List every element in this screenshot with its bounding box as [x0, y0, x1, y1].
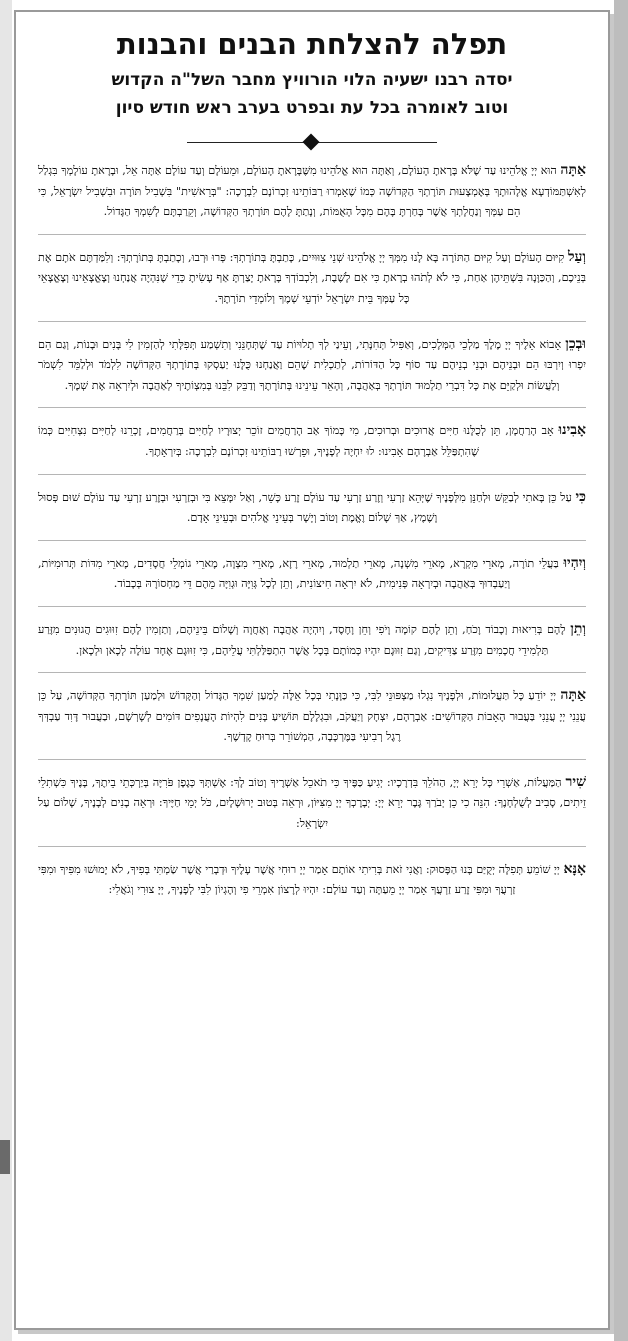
paragraph-text: הַמַּעֲלוֹת, אַשְׁרֵי כָּל יְרֵא יְיָ, הַהֹלֵךְ בִּדְרָכָיו: יְגִיעַ כַּפֶּיךָ כִּי תֹאכֵל אַשְׁרֶיךָ וְטוֹב לָךְ: אֶשְׁתְּךָ כְּגֶפֶן פֹּרִיָּה בְּיַרְכְּתֵי בֵיתֶךָ, בָּנֶיךָ כִּשְׁתִלֵי זֵיתִים, סָבִיב לְשֻׁלְחָנֶךָ: הִנֵּה כִי כֵן יְבֹרַךְ גָּבֶר יְרֵא יְיָ: יְבָרֶכְךָ יְיָ מִצִּיּוֹן, וּרְאֵה בְּטוּב יְרוּשָׁלָיִם, כֹּל יְמֵי חַיֶּיךָ: וּרְאֵה בָנִים לְבָנֶיךָ, שָׁלוֹם עַל יִשְׂרָאֵל:	[38, 775, 586, 831]
prayer-paragraph	[38, 420, 586, 462]
paragraph-separator	[38, 540, 586, 541]
paragraph-lead-word: וּבְכֵן	[565, 335, 586, 352]
paragraph-lead-word: אַתָּה	[560, 687, 586, 704]
paragraph-text: הוּא יְיָ אֱלֹהֵינוּ עַד שֶׁלֹּא בָּרָאתָ הָעוֹלָם, וְאַתָּה הוּא אֱלֹהֵינוּ מִשֶּׁבָּרָאתָ הָעוֹלָם, וּמֵעוֹלָם וְעַד עוֹלָם אַתָּה אֵל, וּבָרָאתָ עוֹלָמְךָ בִּגְלַל לְאִשְׁתַּמּוֹדְעָא אֱלָהוּתָךְ בְּאֶמְצָעוּת תּוֹרָתְךָ הַקְּדוֹשָׁה כְּמוֹ שֶׁאָמְרוּ רַבּוֹתֵינוּ זִכְרוֹנָם לִבְרָכָה: "בְּרֵאשִׁית" בִּשְׁבִיל תּוֹרָה וּבִשְׁבִיל יִשְׂרָאֵל, כִּי הֵם עַמְּךָ וְנַחֲלָתְךָ אֲשֶׁר בָּחַרְתָּ בָּהֶם מִכָּל הָאֻמּוֹת, וְנָתַתָּ לָהֶם תּוֹרָתְךָ הַקְּדוֹשָׁה, וְקֵרַבְתָּם לְשִׁמְךָ הַגָּדוֹל.	[38, 164, 586, 219]
paragraph-lead-word: אָבִינוּ	[558, 422, 586, 439]
paragraph-lead-word: אַתָּה	[560, 162, 586, 178]
prayer-paragraph	[38, 334, 586, 397]
left-edge-marker	[0, 1140, 10, 1174]
paragraph-separator	[38, 321, 586, 322]
paragraph-text: אָבוֹא אֵלֶיךָ יְיָ מֶלֶךְ מַלְכֵי הַמְּלָכִים, וְאַפִּיל תְּחִנָּתִי, וְעֵינַי לְךָ תְלוּיוֹת עַד שֶׁתְּחָנֵּנִי וְתִשְׁמַע תְּפִלָּתִי לְהַזְמִין לִי בָּנִים וּבָנוֹת, וְגַם הֵם יִפְרוּ וְיִרְבּוּ הֵם וּבְנֵיהֶם וּבְנֵי בְנֵיהֶם עַד סוֹף כָּל הַדּוֹרוֹת, לְתַכְלִית שֶׁהֵם וַאֲנַחְנוּ כֻּלָּנוּ יַעַסְקוּ בְּתוֹרָתְךָ הַקְּדוֹשָׁה לִלְמֹד וּלְלַמֵּד לִשְׁמֹר וְלַעֲשׂוֹת וּלְקַיֵּם אֶת כָּל דִּבְרֵי תַלְמוּד תּוֹרָתְךָ בְּאַהֲבָה, וְהָאֵר עֵינֵינוּ בְּתוֹרָתֶךָ וְדַבֵּק לִבֵּנוּ בְּמִצְוֹתֶיךָ לְאַהֲבָה וּלְיִרְאָה אֶת שְׁמֶךָ.	[38, 337, 586, 392]
paragraph-text: עַל כֵּן בָּאתִי לְבַקֵּשׁ וּלְחַנֵּן מִלְּפָנֶיךָ שֶׁיְּהֵא זַרְעִי וְזֶרַע זַרְעִי עַד עוֹלָם זֶרַע כָּשֵׁר, וְאַל יִמָּצֵא בִּי וּבְזַרְעִי וּבְזֶרַע זַרְעִי עַד עוֹלָם שׁוּם פְּסוּל וָשֶׁמֶץ, אַךְ שָׁלוֹם וֶאֱמֶת וְטוֹב וְיָשָׁר בְּעֵינֵי אֱלֹהִים וּבְעֵינֵי אָדָם.	[38, 490, 576, 525]
paragraph-separator	[38, 234, 586, 235]
paragraph-separator	[38, 759, 586, 760]
paragraph-lead-word: וְתֵן	[570, 620, 586, 637]
subtitle-line-2: וטוב לאומרה בכל עת ובפרט בערב ראש חודש סיון	[115, 98, 509, 118]
right-scrollbar-track[interactable]	[614, 0, 628, 1341]
paragraph-text: קִיּוּם הָעוֹלָם וְעַל קִיּוּם הַתּוֹרָה בָּא לָנוּ מִמְּךָ יְיָ אֱלֹהֵינוּ שְׁנֵי צִוּוּיִים, כָּתַבְתָּ בְּתוֹרָתְךָ: פְּרוּ וּרְבוּ, וְכָתַבְתָּ בְּתוֹרָתְךָ: וְלִמַּדְתֶּם אֹתָם אֶת בְּנֵיכֶם, וְהַכַּוָּנָה בִּשְׁתֵּיהֶן אַחַת, כִּי לֹא לְתֹהוּ בְרָאתָ כִּי אִם לָשֶׁבֶת, וְלִכְבוֹדְךָ בָּרָאתָ יָצַרְתָּ אַף עָשִׂיתָ כְּדֵי שֶׁנִּהְיֶה אֲנַחְנוּ וְצֶאֱצָאֵינוּ וְצֶאֱצָאֵי כָּל עַמְּךָ בֵּית יִשְׂרָאֵל יוֹדְעֵי שְׁמֶךָ וְלוֹמְדֵי תוֹרָתֶךָ.	[38, 250, 586, 305]
paragraph-text: בַּעֲלֵי תוֹרָה, מָארֵי מִקְרָא, מָארֵי מִשְׁנָה, מָארֵי תַלְמוּד, מָארֵי רָזָא, מָארֵי מִצְוָה, מָארֵי גוֹמְלֵי חֲסָדִים, מָארֵי מִדּוֹת תְּרוּמִיּוֹת, וְיַעַבְדוּךָ בְּאַהֲבָה וּבְיִרְאָה פְּנִימִית, לֹא יִרְאָה חִיצוֹנִית, וְתֵן לְכָל גְּוִיָּה וּגְוִיָּה מֵהֶם דֵּי מַחְסוֹרָהּ בְּכָבוֹד.	[38, 556, 564, 591]
prayer-card	[14, 10, 610, 1330]
paragraph-separator	[38, 846, 586, 847]
paragraph-separator	[38, 606, 586, 607]
paragraph-lead-word: וְיִהְיוּ	[563, 554, 586, 571]
paragraph-lead-word: אָנָּא	[563, 860, 586, 877]
ornament-divider	[187, 134, 437, 152]
prayer-paragraph	[38, 160, 586, 223]
prayer-paragraph	[38, 487, 586, 529]
prayer-paragraph	[38, 859, 586, 901]
paragraph-separator	[38, 474, 586, 475]
paragraph-text: יְיָ יוֹדֵעַ כָּל תַּעֲלוּמוֹת, וּלְפָנֶיךָ נִגְלוּ מַצְפּוּנֵי לִבִּי, כִּי כַּוָּנָתִי בְּכָל אֵלֶּה לְמַעַן שִׁמְךָ הַגָּדוֹל וְהַקָּדוֹשׁ וּלְמַעַן תּוֹרָתְךָ הַקְּדוֹשָׁה, עַל כֵּן עֲנֵנִי יְיָ עֲנֵנִי בַּעֲבוּר הָאָבוֹת הַקְּדוֹשִׁים: אַבְרָהָם, יִצְחָק וְיַעֲקֹב, וּבִגְלָלָם תּוֹשִׁיעַ בָּנִים לִהְיוֹת הָעֲנָפִים דּוֹמִים לְשָׁרְשָׁם, וּבַעֲבוּר דָּוִד עַבְדְּךָ רֶגֶל רְבִיעִי בַּמֶּרְכָּבָה, הַמְשׁוֹרֵר בְּרוּחַ קָדְשֶׁךָ.	[38, 689, 586, 744]
paragraph-text: אָב הָרַחֲמָן, תֵּן לְכֻלָּנוּ חַיִּים אֲרוּכִים וּבְרוּכִים, מִי כָּמוֹךָ אַב הָרַחֲמִים זוֹכֵר יְצוּרָיו לְחַיִּים בְּרַחֲמִים, זָכְרֵנוּ לְחַיִּים נִצְחִיִּים כְּמוֹ שֶׁהִתְפַּלֵּל אַבְרָהָם אָבִינוּ: לוּ יִחְיֶה לְפָנֶיךָ, וּפֵרְשׁוּ רַבּוֹתֵינוּ זִכְרוֹנָם לִבְרָכָה: בְּיִרְאָתֶךָ.	[38, 424, 559, 458]
prayer-paragraph	[38, 685, 586, 748]
prayer-paragraph	[38, 772, 586, 835]
paragraph-text: לָהֶם בְּרִיאוּת וְכָבוֹד וָכֹחַ, וְתֵן לָהֶם קוֹמָה וָיֹפִי וְחֵן וָחֶסֶד, וְיִהְיֶה אַהֲבָה וְאַחֲוָה וְשָׁלוֹם בֵּינֵיהֶם, וְתַזְמִין לָהֶם זִוּוּגִים הֲגוּנִים מִזֶּרַע תַּלְמִידֵי חֲכָמִים מִזֶּרַע צַדִּיקִים, וְגַם זִוּוּגָם יִהְיוּ כְּמוֹתָם בְּכָל אֲשֶׁר הִתְפַּלַּלְתִּי עֲלֵיהֶם, כִּי זִוּוּגָם אֶחָד עוֹלֶה לְכָאן וּלְכָאן.	[38, 622, 571, 657]
prayer-paragraph	[38, 247, 586, 310]
document-title: תפלה להצלחת הבנים והבנות	[116, 27, 508, 61]
paragraph-lead-word: וְעַל	[567, 248, 586, 265]
paragraph-separator	[38, 407, 586, 408]
subtitle-line-1: יסדה רבנו ישעיה הלוי הורוויץ מחבר השל"ה הקדוש	[111, 70, 513, 90]
prayer-paragraph	[38, 619, 586, 661]
paragraph-text: יְיָ שׁוֹמֵעַ תְּפִלָּה יְקֻיַּם בָּנוּ הַפָּסוּק: וַאֲנִי זֹאת בְּרִיתִי אוֹתָם אָמַר יְיָ רוּחִי אֲשֶׁר עָלֶיךָ וּדְבָרַי אֲשֶׁר שַׂמְתִּי בְּפִיךָ, לֹא יָמוּשׁוּ מִפִּיךָ וּמִפִּי זַרְעֲךָ וּמִפִּי זֶרַע זַרְעֲךָ אָמַר יְיָ מֵעַתָּה וְעַד עוֹלָם: יִהְיוּ לְרָצוֹן אִמְרֵי פִי וְהֶגְיוֹן לִבִּי לְפָנֶיךָ, יְיָ צוּרִי וְגֹאֲלִי:	[38, 862, 564, 897]
prayer-paragraph	[38, 553, 586, 595]
paragraph-lead-word: כִּי	[575, 488, 586, 505]
diamond-ornament-icon	[303, 134, 320, 151]
paragraph-separator	[38, 672, 586, 673]
prayer-body	[38, 160, 586, 901]
paragraph-lead-word: שִׁיר	[565, 773, 586, 790]
